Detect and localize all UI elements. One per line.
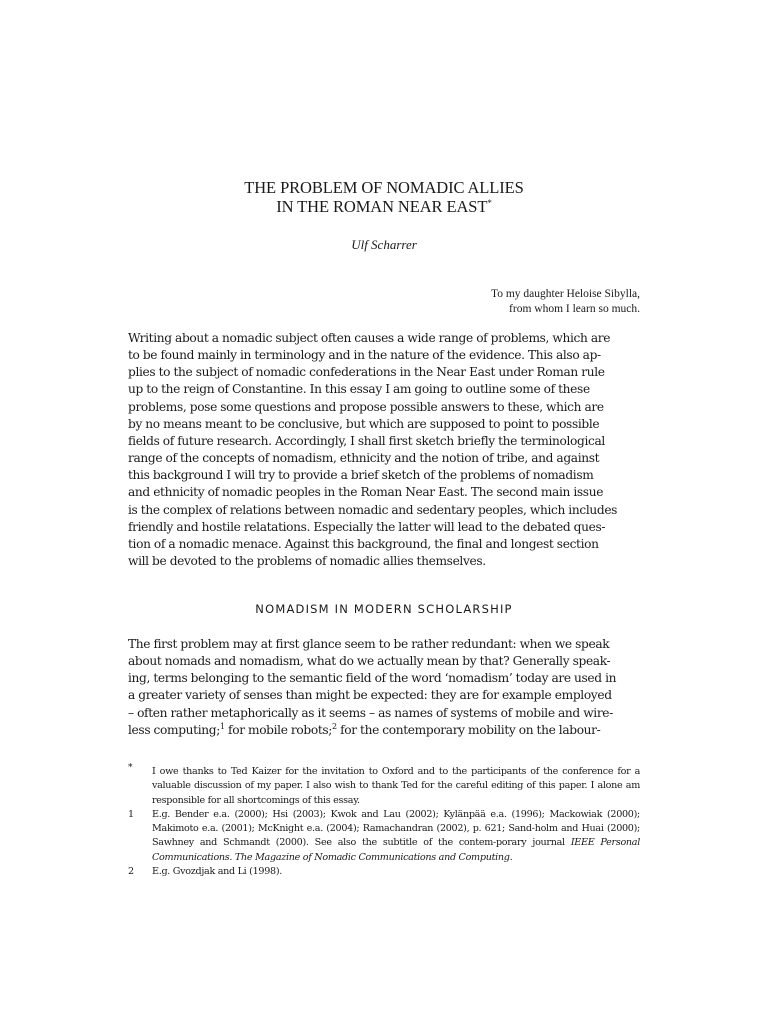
text-line: ing, terms belonging to the semantic field of the word ‘nomadism’ today are used in <box>128 671 617 686</box>
text-line: about nomads and nomadism, what do we actually mean by that? Generally speak- <box>128 654 611 669</box>
text-line: to be found mainly in terminology and in the nature of the evidence. This also ap- <box>128 348 601 363</box>
footnote-text-end: . <box>509 851 513 863</box>
article-title <box>128 178 640 216</box>
footnote-2 <box>128 865 640 879</box>
footnote-marker: 2 <box>128 866 134 878</box>
text-line: problems, pose some questions and propose possible answers to these, which are <box>128 399 604 414</box>
text-line: tion of a nomadic menace. Against this background, the final and longest section <box>128 536 599 551</box>
text-line: and ethnicity of nomadic peoples in the Roman Near East. The second main issue <box>128 485 604 500</box>
text-line: is the complex of relations between nomadic and sedentary peoples, which includes <box>128 502 618 517</box>
footnotes <box>128 765 640 879</box>
dedication-line-1: To my daughter Heloise Sibylla, <box>491 288 640 300</box>
intro-paragraph <box>128 330 640 570</box>
text-line: – often rather metaphorically as it seems – as names of systems of mobile and wire- <box>128 705 613 720</box>
text-line: will be devoted to the problems of nomadic allies themselves. <box>128 554 486 569</box>
footnote-star <box>128 765 640 808</box>
title-line-2-text: IN THE ROMAN NEAR EAST <box>276 197 488 216</box>
text-line: a greater variety of senses than might be expected: they are for example employed <box>128 688 612 703</box>
text-line: range of the concepts of nomadism, ethnicity and the notion of tribe, and against <box>128 451 600 466</box>
footnote-marker: 1 <box>128 808 134 820</box>
footnote-ref-1[interactable]: 1 <box>219 721 225 731</box>
text-line: fields of future research. Accordingly, I shall first sketch briefly the terminological <box>128 433 605 448</box>
section-paragraph <box>128 636 640 739</box>
text-fragment: for mobile robots; <box>224 722 333 737</box>
dedication <box>340 287 640 317</box>
text-fragment: less computing; <box>128 722 220 737</box>
text-fragment: for the contemporary mobility on the labour- <box>336 722 601 737</box>
footnote-ref-2[interactable]: 2 <box>332 721 337 731</box>
footnote-text: E.g. Gvozdjak and Li (1998). <box>152 866 283 878</box>
paper-page <box>128 0 640 1024</box>
text-line <box>128 722 640 739</box>
text-line: by no means meant to be conclusive, but which are supposed to point to possible <box>128 416 600 431</box>
text-line: The first problem may at first glance seem to be rather redundant: when we speak <box>128 637 610 651</box>
footnote-text: E.g. Bender e.a. (2000); Hsi (2003); Kwok and Lau (2002); Kylänpää e.a. (1996); Mackowiak (2000); Makimoto e.a. (2001); McKnight e.a. (2004); Ramachandran (2002), p. 621; Sand-holm and Huai (2000); Sawhney and Schmandt (2000). See also the subtitle of the contem-porary journal <box>152 808 640 849</box>
footnote-marker: * <box>128 763 133 773</box>
section-heading: NOMADISM IN MODERN SCHOLARSHIP <box>255 602 513 616</box>
text-line: friendly and hostile relatations. Especially the latter will lead to the debated ques- <box>128 519 606 534</box>
footnote-text: I owe thanks to Ted Kaizer for the invitation to Oxford and to the participants of the conference for a valuable discussion of my paper. I also wish to thank Ted for the careful editing of this paper. I alone am responsible for all shortcomings of this essay. <box>152 766 640 806</box>
title-line-1: THE PROBLEM OF NOMADIC ALLIES <box>244 178 524 197</box>
text-line: plies to the subject of nomadic confederations in the Near East under Roman rule <box>128 365 605 380</box>
title-line-2 <box>128 197 640 216</box>
text-line: up to the reign of Constantine. In this essay I am going to outline some of these <box>128 382 590 397</box>
dedication-line-2: from whom I learn so much. <box>509 303 640 315</box>
author-name: Ulf Scharrer <box>351 237 417 252</box>
title-footnote-mark[interactable]: * <box>487 198 492 208</box>
footnote-1 <box>128 808 640 865</box>
text-line: Writing about a nomadic subject often causes a wide range of problems, which are <box>128 331 611 345</box>
journal-title: IEEE Personal Communications. The Magazine of Nomadic Communications and Computing <box>152 837 640 863</box>
text-line: this background I will try to provide a brief sketch of the problems of nomadism <box>128 468 594 483</box>
